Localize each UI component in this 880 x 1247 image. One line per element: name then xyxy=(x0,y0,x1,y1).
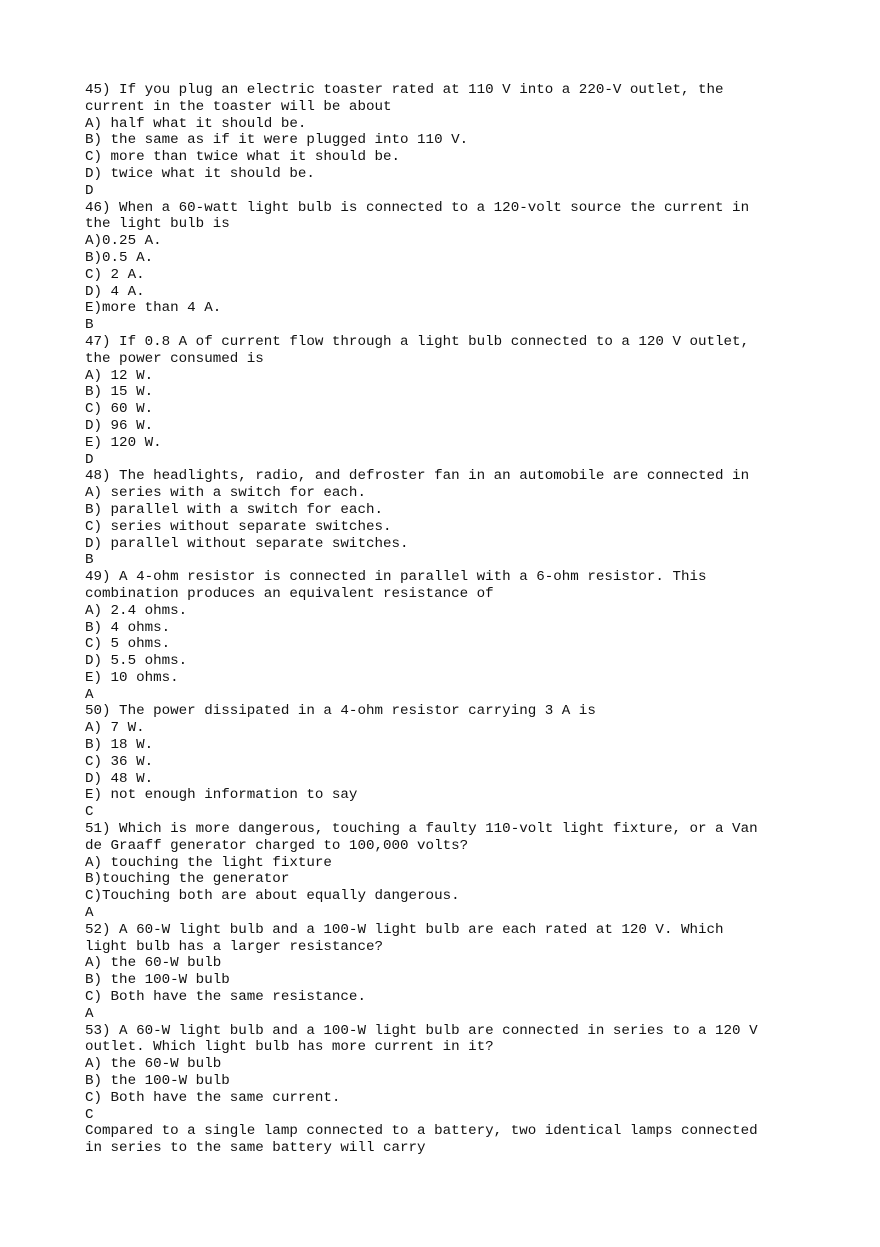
text-line: D xyxy=(85,182,94,199)
text-line: B)0.5 A. xyxy=(85,249,154,266)
text-line: 48) The headlights, radio, and defroster fan in an automobile are connected in xyxy=(85,468,750,485)
text-line: B) parallel with a switch for each. xyxy=(85,501,383,518)
text-line: Compared to a single lamp connected to a battery, two identical lamps connected xyxy=(85,1123,758,1140)
text-line: 52) A 60-W light bulb and a 100-W light bulb are each rated at 120 V. Which xyxy=(85,921,724,938)
text-line: the power consumed is xyxy=(85,350,264,367)
text-line: C xyxy=(85,1106,94,1123)
text-line: B) the 100-W bulb xyxy=(85,972,230,989)
text-line: the light bulb is xyxy=(85,216,230,233)
text-line: D) parallel without separate switches. xyxy=(85,535,409,552)
document-page xyxy=(85,82,805,1157)
text-line: C) 5 ohms. xyxy=(85,636,171,653)
text-line: A xyxy=(85,686,94,703)
text-line: D) twice what it should be. xyxy=(85,165,315,182)
text-line: B) the same as if it were plugged into 110 V. xyxy=(85,132,469,149)
text-line: A) the 60-W bulb xyxy=(85,1056,222,1073)
text-line: D) 4 A. xyxy=(85,283,145,300)
text-line: D xyxy=(85,451,94,468)
text-line: 50) The power dissipated in a 4-ohm resistor carrying 3 A is xyxy=(85,703,596,720)
text-line: A) touching the light fixture xyxy=(85,854,332,871)
text-line: C) series without separate switches. xyxy=(85,518,392,535)
text-line: A) 2.4 ohms. xyxy=(85,602,188,619)
text-line: 51) Which is more dangerous, touching a faulty 110-volt light fixture, or a Van xyxy=(85,821,758,838)
text-line: current in the toaster will be about xyxy=(85,98,392,115)
text-line: A)0.25 A. xyxy=(85,233,162,250)
text-line: A xyxy=(85,905,94,922)
text-line: B) 15 W. xyxy=(85,384,154,401)
text-line: E) 120 W. xyxy=(85,434,162,451)
text-line: B) 4 ohms. xyxy=(85,619,171,636)
text-line: 47) If 0.8 A of current flow through a light bulb connected to a 120 V outlet, xyxy=(85,333,750,350)
text-line: C) 36 W. xyxy=(85,753,154,770)
text-line: B) the 100-W bulb xyxy=(85,1073,230,1090)
text-line: D) 5.5 ohms. xyxy=(85,653,188,670)
text-line: A) series with a switch for each. xyxy=(85,485,366,502)
text-line: A) half what it should be. xyxy=(85,115,307,132)
text-line: B xyxy=(85,552,94,569)
text-line: combination produces an equivalent resistance of xyxy=(85,585,494,602)
text-line: C) Both have the same resistance. xyxy=(85,989,366,1006)
text-line: 45) If you plug an electric toaster rated at 110 V into a 220-V outlet, the xyxy=(85,82,724,98)
text-line: E)more than 4 A. xyxy=(85,300,222,317)
text-line: in series to the same battery will carry xyxy=(85,1140,426,1157)
text-line: E) 10 ohms. xyxy=(85,669,179,686)
text-line: B)touching the generator xyxy=(85,871,290,888)
text-line: B xyxy=(85,317,94,334)
text-line: C)Touching both are about equally dangerous. xyxy=(85,888,460,905)
text-line: C) 60 W. xyxy=(85,401,154,418)
text-line: outlet. Which light bulb has more current in it? xyxy=(85,1039,494,1056)
text-line: 49) A 4-ohm resistor is connected in parallel with a 6-ohm resistor. This xyxy=(85,569,707,586)
text-line: A xyxy=(85,1005,94,1022)
text-line: A) 12 W. xyxy=(85,367,154,384)
text-line: D) 96 W. xyxy=(85,417,154,434)
text-line: 53) A 60-W light bulb and a 100-W light bulb are connected in series to a 120 V xyxy=(85,1022,758,1039)
text-line: C xyxy=(85,804,94,821)
text-line: D) 48 W. xyxy=(85,770,154,787)
text-line: C) 2 A. xyxy=(85,266,145,283)
text-line: A) 7 W. xyxy=(85,720,145,737)
text-line: B) 18 W. xyxy=(85,737,154,754)
text-line: C) Both have the same current. xyxy=(85,1089,341,1106)
text-line: de Graaff generator charged to 100,000 volts? xyxy=(85,837,469,854)
text-line: light bulb has a larger resistance? xyxy=(85,938,383,955)
text-line: E) not enough information to say xyxy=(85,787,358,804)
text-line: 46) When a 60-watt light bulb is connected to a 120-volt source the current in xyxy=(85,199,750,216)
text-line: C) more than twice what it should be. xyxy=(85,149,401,166)
text-line: A) the 60-W bulb xyxy=(85,955,222,972)
